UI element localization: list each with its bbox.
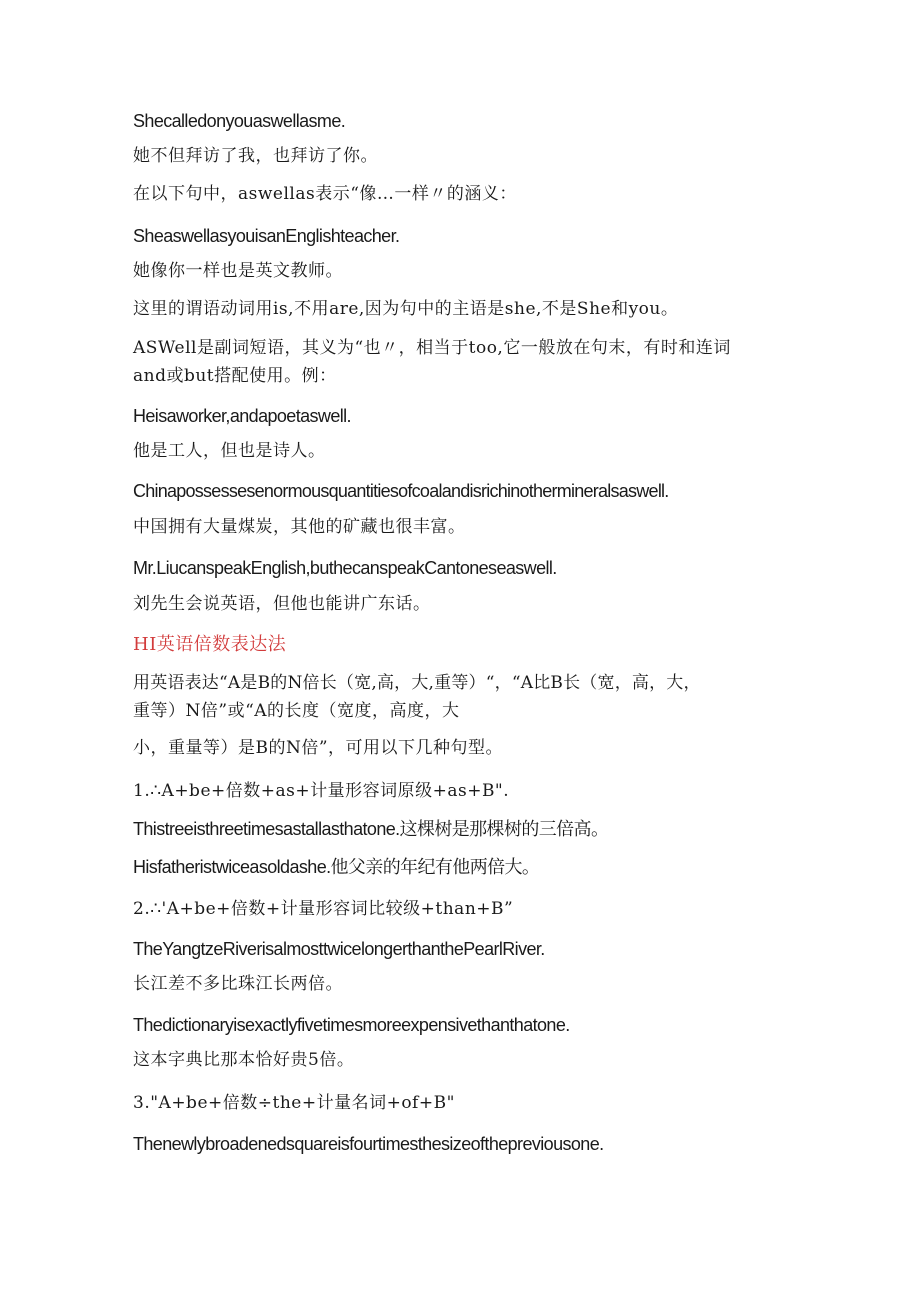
example-sentence-english: Thedictionaryisexactlyfivetimesmoreexpensivethanthatone.: [133, 1015, 570, 1035]
explanation-text: 小，重量等）是B的N倍”，可用以下几种句型。: [133, 738, 504, 758]
example-sentence-chinese: 这本字典比那本恰好贵5倍。: [133, 1050, 355, 1070]
explanation-text: 重等）N倍”或“A的长度（宽度，高度，大: [133, 701, 460, 721]
pattern-formula: 3."A+be+倍数÷the+计量名词+of+B": [133, 1093, 455, 1113]
pattern-formula: 1.∴A+be+倍数+as+计量形容词原级+as+B".: [133, 781, 510, 801]
example-sentence-english: SheaswellasyouisanEnglishteacher.: [133, 226, 400, 246]
example-sentence-english: Thistreeisthreetimesastallasthatone.这棵树是那棵树的三倍高。: [133, 819, 609, 839]
example-sentence-english: Mr.LiucanspeakEnglish,buthecanspeakCantoneseaswell.: [133, 558, 557, 578]
example-sentence-english: Heisaworker,andapoetaswell.: [133, 406, 351, 426]
explanation-text: ASWell是副词短语，其义为“也〃，相当于too,它一般放在句末，有时和连词: [133, 338, 731, 358]
example-sentence-chinese: 她像你一样也是英文教师。: [133, 261, 343, 281]
example-sentence-chinese: 刘先生会说英语，但他也能讲广东话。: [133, 594, 431, 614]
example-sentence-chinese: 长江差不多比珠江长两倍。: [133, 974, 343, 994]
example-sentence-english: Chinapossessesenormousquantitiesofcoalandisrichinothermineralsaswell.: [133, 481, 669, 501]
example-sentence-chinese: 她不但拜访了我，也拜访了你。: [133, 146, 378, 166]
explanation-text: 在以下句中，aswellas表示“像…一样〃的涵义：: [133, 184, 517, 204]
explanation-text: 这里的谓语动词用is,不用are,因为句中的主语是she,不是She和you。: [133, 299, 679, 319]
example-sentence-chinese: 他是工人，但也是诗人。: [133, 441, 326, 461]
explanation-text: 用英语表达“A是B的N倍长（宽,高，大,重等）“，“A比B长（宽，高，大，: [133, 673, 701, 693]
explanation-text: and或but搭配使用。例：: [133, 366, 337, 386]
example-sentence-english: Hisfatheristwiceasoldashe.他父亲的年纪有他两倍大。: [133, 857, 540, 877]
example-sentence-english: Shecalledonyouaswellasme.: [133, 111, 346, 131]
example-sentence-english: Thenewlybroadenedsquareisfourtimesthesizeofthepreviousone.: [133, 1134, 604, 1154]
example-sentence-english: TheYangtzeRiverisalmosttwicelongerthanthePearlRiver.: [133, 939, 545, 959]
example-sentence-chinese: 中国拥有大量煤炭，其他的矿藏也很丰富。: [133, 517, 466, 537]
pattern-formula: 2.∴'A+be+倍数+计量形容词比较级+than+B”: [133, 899, 514, 919]
section-heading: HI英语倍数表达法: [133, 634, 287, 655]
